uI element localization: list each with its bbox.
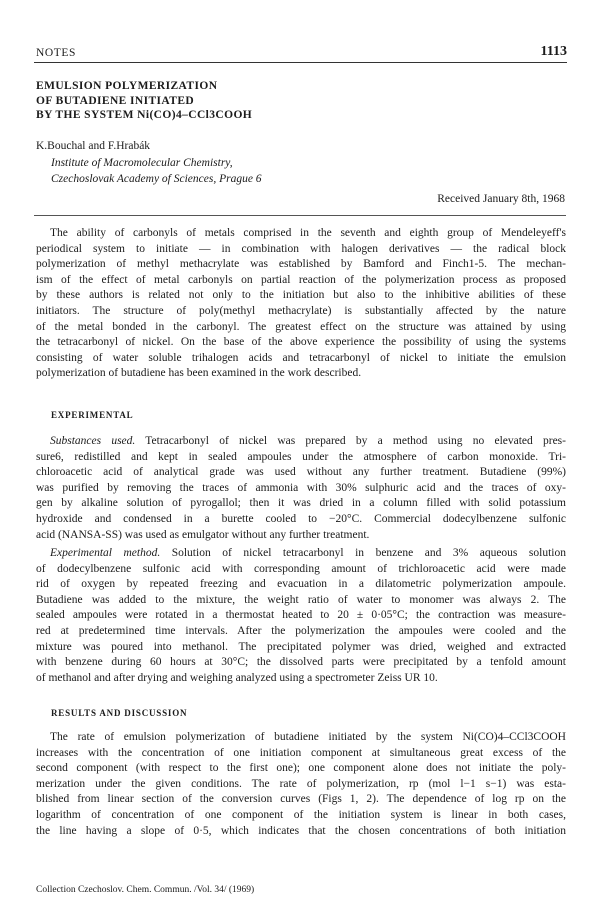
text-line: blished from linear section of the conversion curves (Figs 1, 2). The dependence of log rp on the — [36, 793, 566, 806]
affiliation — [51, 156, 262, 187]
section-heading-experimental: EXPERIMENTAL — [51, 410, 134, 420]
text-line: of dodecylbenzene sulfonic acid with corresponding amount of trichloroacetic acid were made — [36, 562, 566, 575]
affiliation-line-2: Czechoslovak Academy of Sciences, Prague 6 — [51, 172, 262, 185]
text-line: with benzene during 60 hours at 30°C; the dissolved parts were precipitated by a tenfold amount — [36, 656, 566, 669]
abstract-divider — [34, 215, 566, 216]
affiliation-line-1: Institute of Macromolecular Chemistry, — [51, 157, 233, 169]
text-line: sealed ampoules were rotated in a thermostat heated to 20 ± 0·05°C; the contraction was measure- — [36, 609, 566, 622]
text-line: of the metal bonded in the carbonyl. The greatest effect on the structure was attained by using — [36, 320, 566, 333]
title-line-3: BY THE SYSTEM Ni(CO)4–CCl3COOH — [36, 109, 253, 121]
running-header-section: NOTES — [36, 47, 77, 59]
results-paragraph — [36, 730, 566, 839]
text-line: red at predetermined time intervals. After the polymerization the ampoules were cooled and the — [36, 624, 566, 637]
text-line: Butadiene was added to the mixture, the weight ratio of water to monomer was always 2. The — [36, 593, 566, 606]
received-date: Received January 8th, 1968 — [437, 193, 565, 205]
journal-footer: Collection Czechoslov. Chem. Commun. /Vol. 34/ (1969) — [36, 885, 255, 895]
text-line: chloroacetic acid of analytical grade was used without any further treatment. Butadiene (99%) — [36, 466, 566, 479]
text-line: hydroxide and condensed in a burette cooled to −20°C. Commercial dodecylbenzene sulfonic — [36, 512, 566, 525]
introduction-paragraph — [36, 226, 566, 382]
text-line: Experimental method. Solution of nickel tetracarbonyl in benzene and 3% aqueous solution — [50, 547, 566, 559]
text-line: was purified by removing the traces of ammonia with 30% sulphuric acid and the traces of oxy- — [36, 481, 566, 494]
text-line: ism of the effect of metal carbonyls on partial reaction of the polymerization process as proposed — [36, 273, 566, 286]
text-line: rid of oxygen by repeated freezing and evacuation in a dilatometric polymerization ampoule. — [36, 578, 566, 591]
text-line: merization under the given conditions. The rate of polymerization, rp (mol l−1 s−1) was esta- — [36, 777, 566, 790]
method-paragraph — [36, 546, 566, 686]
text-line: periodical system to initiate — in combination with halogen derivatives — the radical block — [36, 242, 566, 255]
text-line: acid (NANSA-SS) was used as emulgator without any further treatment. — [36, 528, 370, 541]
text-line: second component (with respect to the first one); one component alone does not initiate the poly- — [36, 762, 566, 775]
section-heading-results: RESULTS AND DISCUSSION — [51, 708, 188, 718]
text-line: by these authors is related not only to the initiation but also to the inhibitive abilities of these — [36, 289, 566, 302]
title-line-1: EMULSION POLYMERIZATION — [36, 80, 218, 92]
page-number: 1113 — [540, 44, 567, 59]
authors: K.Bouchal and F.Hrabák — [36, 140, 151, 152]
text-line: The ability of carbonyls of metals comprised in the seventh and eighth group of Mendeleyeff's — [50, 227, 566, 239]
text-line: consisting of water soluble trihalogen acids and tetracarbonyl of nickel to initiate the emulsion — [36, 351, 566, 364]
text-line: mixture was poured into methanol. The precipitated polymer was dried, weighed and extracted — [36, 640, 566, 653]
run-in-heading: Experimental method. — [50, 547, 161, 559]
text-line: the tetracarbonyl of nickel. On the base of the above experience the possibility of using the systems — [36, 336, 566, 349]
text-line: Substances used. Tetracarbonyl of nickel was prepared by a method using no elevated pres- — [50, 435, 566, 447]
run-in-heading: Substances used. — [50, 435, 136, 447]
substances-paragraph — [36, 434, 566, 543]
text-line: of methanol and after drying and weighing analyzed using a spectrometer Zeiss UR 10. — [36, 671, 438, 684]
text-line: initiators. The structure of poly(methyl methacrylate) is substantially affected by the nature — [36, 304, 566, 317]
text-line: gen by alkaline solution of pyrogallol; then it was dried in a column filled with solid potassium — [36, 497, 566, 510]
text-line: The rate of emulsion polymerization of butadiene initiated by the system Ni(CO)4–CCl3COOH — [50, 731, 566, 743]
text-line: logarithm of concentration of one component of the initiation system is linear in both cases, — [36, 808, 566, 821]
text-line: polymerization of butadiene has been examined in the work described. — [36, 367, 362, 380]
text-line: sure6, redistilled and kept in sealed ampoules under the atmosphere of carbon monoxide. Tri- — [36, 450, 566, 463]
text-line: polymerization of methyl methacrylate was established by Bamford and Finch1-5. The mechan- — [36, 258, 566, 271]
title-line-2: OF BUTADIENE INITIATED — [36, 94, 195, 107]
text-line: the line having a slope of 0·5, which indicates that the chosen concentrations of both initiation — [36, 824, 566, 837]
article-title — [36, 79, 252, 123]
text-line: increases with the concentration of one initiation component at simultaneous great excess of the — [36, 746, 566, 759]
header-divider — [34, 62, 567, 63]
